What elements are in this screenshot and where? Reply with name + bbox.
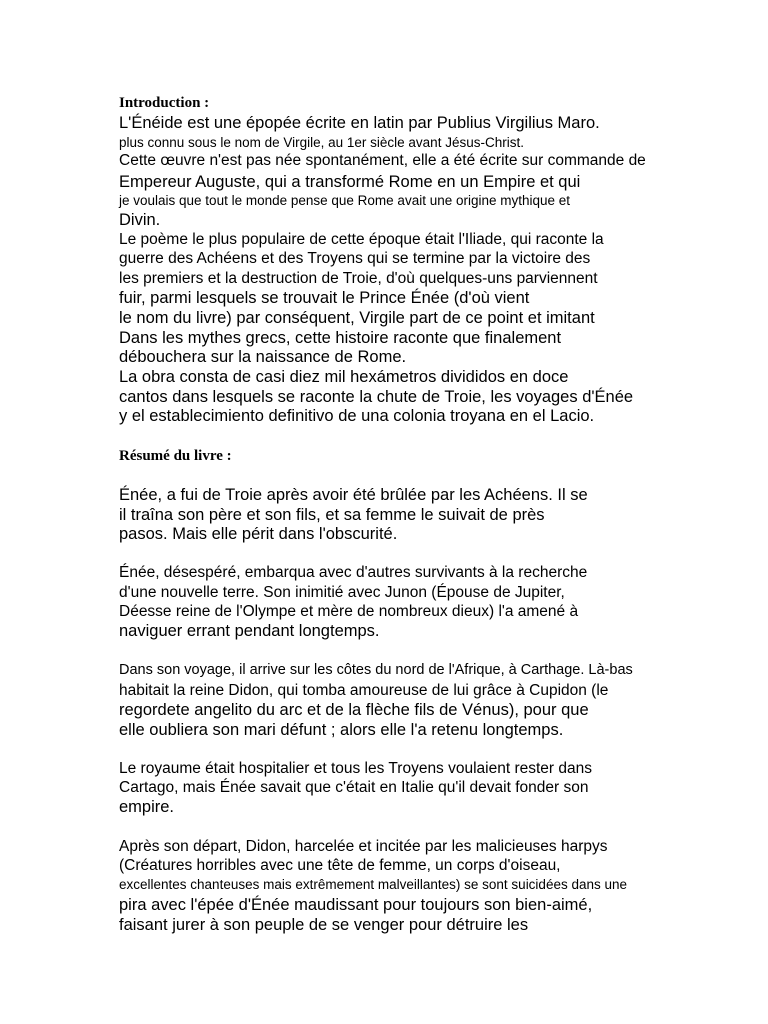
intro-line: débouchera sur la naissance de Rome. [119, 348, 407, 366]
intro-line: le nom du livre) par conséquent, Virgile part de ce point et imitant [119, 309, 595, 327]
intro-line: Dans les mythes grecs, cette histoire raconte que finalement [119, 329, 562, 347]
intro-line: y el establecimiento definitivo de una colonia troyana en el Lacio. [119, 407, 595, 425]
summary-line: empire. [119, 798, 175, 816]
summary-line: pasos. Mais elle périt dans l'obscurité. [119, 525, 398, 543]
intro-line: Le poème le plus populaire de cette époque était l'Iliade, qui raconte la [119, 231, 604, 248]
intro-heading: Introduction : [119, 95, 210, 111]
intro-line: les premiers et la destruction de Troie, d'où quelques-uns parviennent [119, 270, 598, 287]
summary-line: faisant jurer à son peuple de se venger pour détruire les [119, 916, 529, 934]
summary-line: Énée, a fui de Troie après avoir été brûlée par les Achéens. Il se [119, 486, 588, 504]
summary-line: Dans son voyage, il arrive sur les côtes du nord de l'Afrique, à Carthage. Là-bas [119, 662, 633, 678]
summary-line: pira avec l'épée d'Énée maudissant pour toujours son bien-aimé, [119, 896, 593, 914]
intro-line: plus connu sous le nom de Virgile, au 1er siècle avant Jésus-Christ. [119, 135, 524, 150]
summary-line: Déesse reine de l'Olympe et mère de nombreux dieux) l'a amené à [119, 603, 579, 620]
summary-line: naviguer errant pendant longtemps. [119, 622, 380, 640]
summary-line: (Créatures horribles avec une tête de femme, un corps d'oiseau, [119, 857, 561, 874]
summary-line: habitait la reine Didon, qui tomba amoureuse de lui grâce à Cupidon (le [119, 682, 609, 699]
intro-line: guerre des Achéens et des Troyens qui se termine par la victoire des [119, 250, 591, 267]
summary-line: Énée, désespéré, embarqua avec d'autres survivants à la recherche [119, 564, 588, 581]
summary-line: elle oubliera son mari défunt ; alors elle l'a retenu longtemps. [119, 721, 564, 739]
intro-line: Empereur Auguste, qui a transformé Rome en un Empire et qui [119, 173, 581, 191]
intro-line: je voulais que tout le monde pense que Rome avait une origine mythique et [119, 193, 571, 208]
summary-line: Le royaume était hospitalier et tous les Troyens voulaient rester dans [119, 760, 593, 777]
summary-line: il traîna son père et son fils, et sa femme le suivait de près [119, 506, 545, 524]
intro-line: fuir, parmi lesquels se trouvait le Prince Énée (d'où vient [119, 289, 530, 307]
intro-line: La obra consta de casi diez mil hexámetros divididos en doce [119, 368, 569, 386]
intro-line: L'Énéide est une épopée écrite en latin par Publius Virgilius Maro. [119, 114, 600, 132]
summary-line: d'une nouvelle terre. Son inimitié avec Junon (Épouse de Jupiter, [119, 584, 565, 601]
summary-line: Cartago, mais Énée savait que c'était en Italie qu'il devait fonder son [119, 779, 589, 796]
summary-line: regordete angelito du arc et de la flèche fils de Vénus), pour que [119, 701, 589, 719]
intro-line: Divin. [119, 211, 161, 229]
summary-line: Après son départ, Didon, harcelée et incitée par les malicieuses harpys [119, 838, 608, 855]
intro-line: Cette œuvre n'est pas née spontanément, elle a été écrite sur commande de [119, 152, 646, 169]
intro-line: cantos dans lesquels se raconte la chute de Troie, les voyages d'Énée [119, 388, 634, 406]
summary-heading: Résumé du livre : [119, 448, 232, 464]
summary-line: excellentes chanteuses mais extrêmement malveillantes) se sont suicidées dans une [119, 877, 628, 892]
